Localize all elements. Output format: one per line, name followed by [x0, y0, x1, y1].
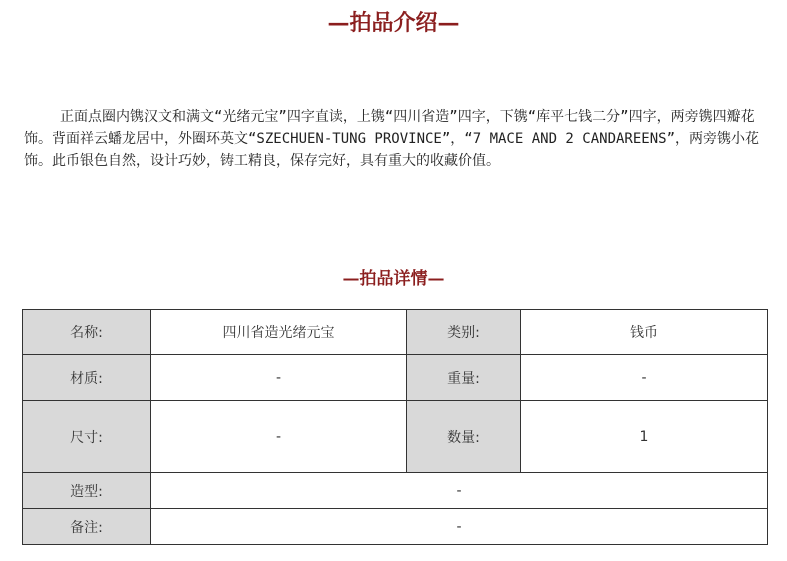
weight-label: 重量: [407, 355, 521, 401]
quantity-value: 1 [521, 401, 768, 473]
quantity-label: 数量: [407, 401, 521, 473]
category-label: 类别: [407, 310, 521, 355]
remarks-value: - [151, 509, 768, 545]
material-value: - [151, 355, 407, 401]
details-section-title: —拍品详情— [342, 269, 445, 289]
size-label: 尺寸: [23, 401, 151, 473]
name-value: 四川省造光绪元宝 [151, 310, 407, 355]
item-details-table [22, 309, 768, 545]
material-label: 材质: [23, 355, 151, 401]
table-row [23, 401, 768, 473]
remarks-label: 备注: [23, 509, 151, 545]
shape-value: - [151, 473, 768, 509]
table-row [23, 509, 768, 545]
size-value: - [151, 401, 407, 473]
intro-section-title: —拍品介绍— [327, 10, 460, 36]
shape-label: 造型: [23, 473, 151, 509]
category-value: 钱币 [521, 310, 768, 355]
name-label: 名称: [23, 310, 151, 355]
table-row [23, 473, 768, 509]
item-description: 正面点圈内镌汉文和满文“光绪元宝”四字直读，上镌“四川省造”四字，下镌“库平七钱二分”四字，两旁镌四瓣花饰。背面祥云蟠龙居中，外圈环英文“SZECHUEN-TUNG PROVINCE”，“7 MACE AND 2 CANDAREENS”，两旁镌小花饰。此币银色自然，设计巧妙，铸工精良，保存完好，具有重大的收藏价值。 [24, 109, 760, 169]
weight-value: - [521, 355, 768, 401]
table-row [23, 310, 768, 355]
table-row [23, 355, 768, 401]
